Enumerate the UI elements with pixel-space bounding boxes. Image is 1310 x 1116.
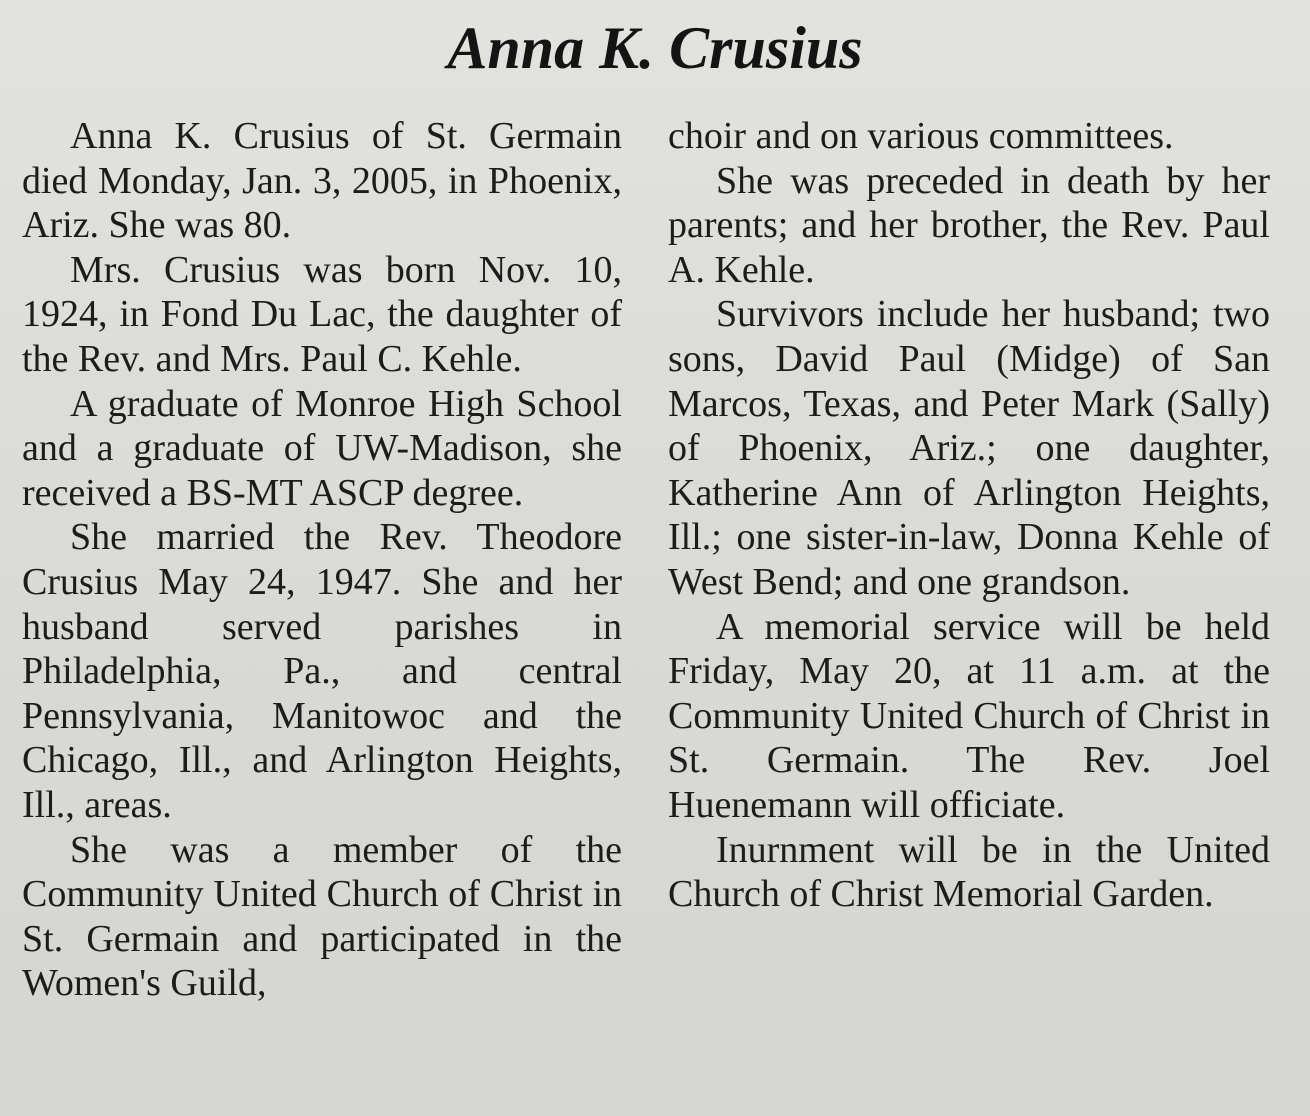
paragraph-church-membership: She was a member of the Community United Church of Christ in St. Germain and participated in the Women's Guild, — [22, 828, 622, 1005]
paragraph-memorial-service: A memorial service will be held Friday, May 20, at 11 a.m. at the Community United Church of Christ in St. Germain. The Rev. Joel Huenemann will officiate. — [668, 605, 1270, 826]
right-column — [668, 114, 1270, 917]
paragraph-preceded-in-death: She was preceded in death by her parents; and her brother, the Rev. Paul A. Kehle. — [668, 159, 1270, 291]
paragraph-death-notice: Anna K. Crusius of St. Germain died Monday, Jan. 3, 2005, in Phoenix, Ariz. She was 80. — [22, 115, 622, 247]
paragraph-marriage: She married the Rev. Theodore Crusius May 24, 1947. She and her husband served parishes in Philadelphia, Pa., and central Pennsylvania, Manitowoc and the Chicago, Ill., and Arlington Heights, Ill., areas. — [22, 516, 622, 826]
paragraph-inurnment: Inurnment will be in the United Church of Christ Memorial Garden. — [668, 828, 1270, 916]
paragraph-birth: Mrs. Crusius was born Nov. 10, 1924, in Fond Du Lac, the daughter of the Rev. and Mrs. Paul C. Kehle. — [22, 248, 622, 380]
paragraph-education: A graduate of Monroe High School and a graduate of UW-Madison, she received a BS-MT ASCP degree. — [22, 382, 622, 514]
paragraph-continuation: choir and on various committees. — [668, 115, 1174, 157]
paragraph-survivors: Survivors include her husband; two sons, David Paul (Midge) of San Marcos, Texas, and Peter Mark (Sally) of Phoenix, Ariz.; one daughter, Katherine Ann of Arlington Heights, Ill.; one sister-in-law, Donna Kehle of West Bend; and one grandson. — [668, 293, 1270, 603]
obituary-title: Anna K. Crusius — [447, 15, 863, 81]
left-column — [22, 114, 622, 1006]
